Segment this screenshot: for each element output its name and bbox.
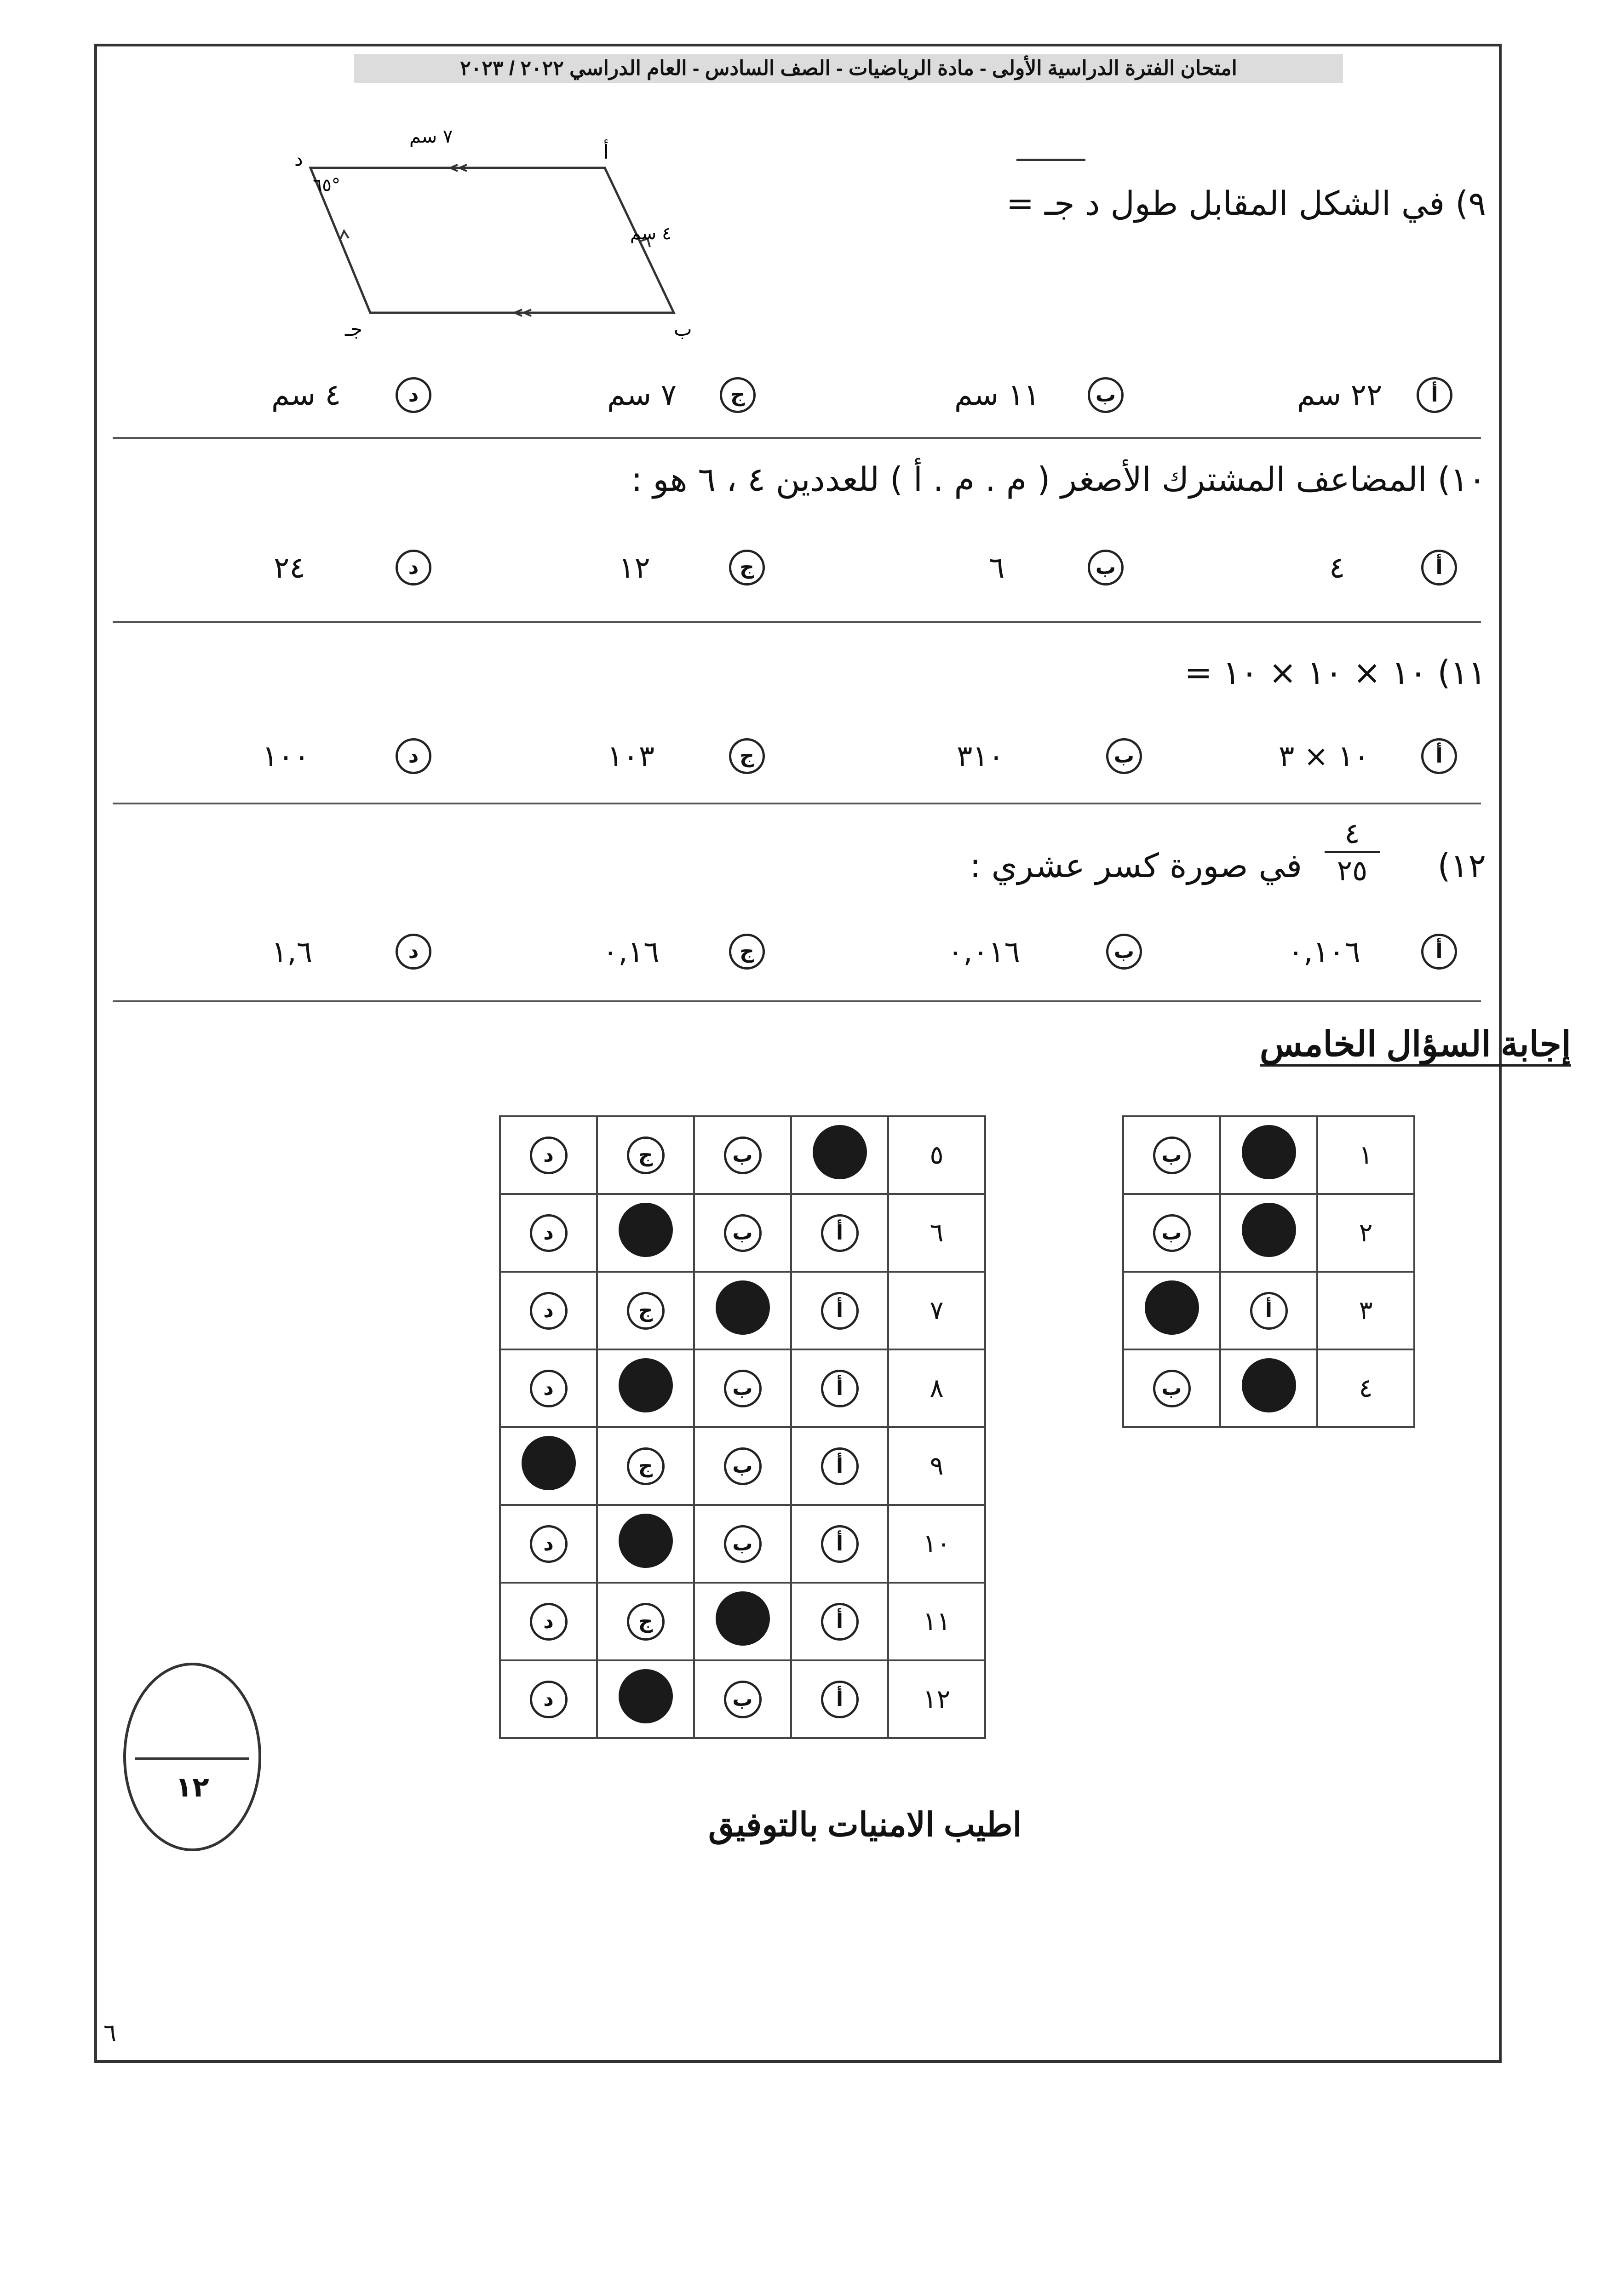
- q12-option-a-value: ٠,١٠٦: [1288, 935, 1360, 969]
- q10-option-c-value: ١٢: [619, 551, 650, 585]
- answer-cell: [1123, 1272, 1220, 1349]
- answer-row: [1123, 1272, 1414, 1349]
- filled-bubble[interactable]: [813, 1125, 867, 1179]
- answer-cell: [791, 1116, 888, 1194]
- q12-fraction: [1325, 816, 1380, 887]
- answer-cell: [694, 1427, 791, 1505]
- option-bubble[interactable]: ب: [724, 1214, 762, 1252]
- answer-cell: [694, 1194, 791, 1272]
- question-number: ١٢: [888, 1660, 985, 1738]
- answer-cell: [597, 1272, 694, 1349]
- option-bubble[interactable]: د: [530, 1525, 568, 1563]
- answer-row: [500, 1116, 985, 1194]
- q10-option-a-letter: أ: [1421, 550, 1457, 585]
- answer-cell: [500, 1660, 597, 1738]
- parallelogram-figure: [258, 115, 727, 354]
- answer-cell: [1123, 1116, 1220, 1194]
- vertex-d: د: [294, 148, 303, 170]
- option-bubble[interactable]: د: [530, 1370, 568, 1407]
- answer-cell: [1123, 1349, 1220, 1427]
- angle-label: ٦٥°: [313, 175, 340, 195]
- q12-option-c-letter: ج: [729, 934, 765, 970]
- question-number: ٤: [1317, 1349, 1414, 1427]
- divider-2: [113, 621, 1481, 623]
- q11-option-b-letter: ب: [1106, 738, 1142, 774]
- score-line: [135, 1757, 249, 1760]
- answer-cell: [791, 1583, 888, 1660]
- option-bubble[interactable]: ج: [627, 1447, 665, 1485]
- answer-row: [500, 1272, 985, 1349]
- answer-section-title: إجابة السؤال الخامس: [1260, 1023, 1571, 1067]
- answer-cell: [597, 1116, 694, 1194]
- q10-stem: ١٠) المضاعف المشترك الأصغر ( م . م . أ ) للعددين ٤ ، ٦ هو :: [631, 460, 1486, 499]
- answer-cell: [597, 1660, 694, 1738]
- overline-dj: [1016, 159, 1085, 161]
- option-bubble[interactable]: ب: [724, 1137, 762, 1174]
- option-bubble[interactable]: ب: [724, 1447, 762, 1485]
- answer-cell: [791, 1660, 888, 1738]
- side-top-label: ٧ سم: [409, 126, 453, 147]
- option-bubble[interactable]: د: [530, 1137, 568, 1174]
- q10-option-d-value: ٢٤: [274, 551, 305, 585]
- q11-option-c-letter: ج: [729, 738, 765, 774]
- q9-option-a-value: ٢٢ سم: [1297, 378, 1383, 412]
- answer-row: [500, 1194, 985, 1272]
- question-number: ١٠: [888, 1505, 985, 1583]
- option-bubble[interactable]: د: [530, 1292, 568, 1330]
- fraction-numerator: ٤: [1344, 816, 1360, 850]
- q12-stem: ١٢): [1437, 846, 1486, 885]
- answer-cell: [694, 1660, 791, 1738]
- option-bubble[interactable]: د: [530, 1214, 568, 1252]
- answer-cell: [1220, 1272, 1317, 1349]
- answer-cell: [791, 1349, 888, 1427]
- question-number: ٢: [1317, 1194, 1414, 1272]
- small-table-body: [1123, 1116, 1414, 1427]
- option-bubble[interactable]: ب: [1153, 1370, 1191, 1407]
- q11-option-a-value: ١٠ × ٣: [1279, 740, 1370, 774]
- q9-stem: ٩) في الشكل المقابل طول د جـ =: [1006, 184, 1486, 223]
- answer-cell: [694, 1116, 791, 1194]
- page-number: ٦: [103, 2019, 116, 2047]
- filled-bubble[interactable]: [619, 1514, 673, 1568]
- answer-cell: [694, 1272, 791, 1349]
- option-bubble[interactable]: أ: [821, 1292, 859, 1330]
- answer-cell: [597, 1583, 694, 1660]
- option-bubble[interactable]: أ: [821, 1214, 859, 1252]
- q12-option-b-letter: ب: [1106, 934, 1142, 970]
- filled-bubble[interactable]: [716, 1591, 770, 1646]
- answer-cell: [597, 1194, 694, 1272]
- answer-cell: [694, 1505, 791, 1583]
- option-bubble[interactable]: ب: [724, 1525, 762, 1563]
- answer-row: [500, 1427, 985, 1505]
- q12-option-d-value: ١,٦: [271, 935, 313, 969]
- answer-cell: [791, 1272, 888, 1349]
- q10-option-d-letter: د: [396, 550, 431, 585]
- answer-row: [1123, 1349, 1414, 1427]
- filled-bubble[interactable]: [1242, 1358, 1296, 1412]
- answer-cell: [1220, 1116, 1317, 1194]
- filled-bubble[interactable]: [522, 1436, 576, 1490]
- question-number: ٦: [888, 1194, 985, 1272]
- answer-row: [500, 1660, 985, 1738]
- answer-cell: [1123, 1194, 1220, 1272]
- option-bubble[interactable]: ب: [724, 1681, 762, 1718]
- answer-cell: [597, 1427, 694, 1505]
- option-bubble[interactable]: أ: [821, 1681, 859, 1718]
- question-number: ١: [1317, 1116, 1414, 1194]
- filled-bubble[interactable]: [619, 1203, 673, 1257]
- filled-bubble[interactable]: [619, 1358, 673, 1412]
- answer-cell: [791, 1194, 888, 1272]
- answer-cell: [597, 1505, 694, 1583]
- q12-option-a-letter: أ: [1421, 934, 1457, 970]
- side-right-label: ٤ سم: [630, 223, 671, 243]
- answer-row: [1123, 1194, 1414, 1272]
- q11-stem: ١١) ١٠ × ١٠ × ١٠ =: [1184, 653, 1486, 692]
- answer-cell: [1220, 1349, 1317, 1427]
- small-answer-table: [1122, 1115, 1415, 1428]
- option-bubble[interactable]: د: [530, 1681, 568, 1718]
- filled-bubble[interactable]: [619, 1669, 673, 1723]
- q9-option-d-value: ٤ سم: [271, 378, 341, 412]
- large-answer-table: [499, 1115, 986, 1739]
- divider-1: [113, 437, 1481, 439]
- parallelogram-shape: [310, 168, 674, 313]
- q9-option-b-value: ١١ سم: [954, 378, 1040, 412]
- q9-option-b-letter: ب: [1088, 377, 1124, 413]
- option-bubble[interactable]: أ: [1250, 1292, 1288, 1330]
- option-bubble[interactable]: د: [530, 1603, 568, 1641]
- q9-option-c-value: ٧ سم: [607, 378, 677, 412]
- q12-option-c-value: ٠,١٦: [603, 935, 660, 969]
- vertex-b: ب: [674, 318, 692, 340]
- question-number: ١١: [888, 1583, 985, 1660]
- option-bubble[interactable]: أ: [821, 1447, 859, 1485]
- q11-option-d-value: ١٠٠: [262, 740, 310, 774]
- filled-bubble[interactable]: [716, 1280, 770, 1335]
- q11-option-b-value: ٣١٠: [957, 740, 1004, 774]
- question-number: ٧: [888, 1272, 985, 1349]
- option-bubble[interactable]: أ: [821, 1525, 859, 1563]
- question-number: ٩: [888, 1427, 985, 1505]
- question-number: ٨: [888, 1349, 985, 1427]
- answer-cell: [500, 1272, 597, 1349]
- exam-header: امتحان الفترة الدراسية الأولى - مادة الرياضيات - الصف السادس - العام الدراسي ٢٠٢٢ / ٢٠٢٣: [354, 54, 1343, 83]
- q11-option-c-value: ١٠٣: [607, 740, 655, 774]
- q9-option-c-letter: ج: [720, 377, 756, 413]
- option-bubble[interactable]: أ: [821, 1603, 859, 1641]
- q12-option-d-letter: د: [396, 934, 431, 970]
- q10-option-a-value: ٤: [1329, 551, 1345, 585]
- divider-3: [113, 803, 1481, 804]
- option-bubble[interactable]: ج: [627, 1292, 665, 1330]
- divider-4: [113, 1000, 1481, 1002]
- answer-cell: [500, 1583, 597, 1660]
- answer-cell: [694, 1349, 791, 1427]
- q10-option-b-letter: ب: [1088, 550, 1124, 585]
- answer-row: [500, 1349, 985, 1427]
- answer-cell: [500, 1505, 597, 1583]
- vertex-a: أ: [603, 141, 609, 163]
- q11-option-a-letter: أ: [1421, 738, 1457, 774]
- option-bubble[interactable]: ب: [1153, 1214, 1191, 1252]
- filled-bubble[interactable]: [1242, 1125, 1296, 1179]
- answer-cell: [694, 1583, 791, 1660]
- q10-option-c-letter: ج: [729, 550, 765, 585]
- answer-cell: [500, 1427, 597, 1505]
- q12-option-b-value: ٠,٠١٦: [947, 935, 1020, 969]
- answer-cell: [500, 1349, 597, 1427]
- fraction-denominator: ٢٥: [1337, 854, 1368, 887]
- answer-row: [500, 1505, 985, 1583]
- vertex-j: جـ: [345, 318, 363, 340]
- option-bubble[interactable]: ج: [627, 1137, 665, 1174]
- option-bubble[interactable]: ج: [627, 1603, 665, 1641]
- q10-option-b-value: ٦: [989, 551, 1005, 585]
- answer-cell: [597, 1349, 694, 1427]
- score-oval: [123, 1663, 261, 1851]
- option-bubble[interactable]: ب: [724, 1370, 762, 1407]
- q9-option-a-letter: أ: [1417, 377, 1452, 413]
- answer-cell: [500, 1194, 597, 1272]
- question-number: ٥: [888, 1116, 985, 1194]
- q9-option-d-letter: د: [396, 377, 431, 413]
- score-total: ١٢: [175, 1771, 209, 1803]
- answer-row: [500, 1583, 985, 1660]
- answer-cell: [791, 1427, 888, 1505]
- answer-cell: [1220, 1194, 1317, 1272]
- filled-bubble[interactable]: [1242, 1203, 1296, 1257]
- option-bubble[interactable]: أ: [821, 1370, 859, 1407]
- filled-bubble[interactable]: [1145, 1280, 1199, 1335]
- option-bubble[interactable]: ب: [1153, 1137, 1191, 1174]
- closing-message: اطيب الامنيات بالتوفيق: [708, 1807, 1022, 1843]
- answer-cell: [500, 1116, 597, 1194]
- q11-option-d-letter: د: [396, 738, 431, 774]
- q12-stem-after: في صورة كسر عشري :: [970, 846, 1302, 885]
- answer-cell: [791, 1505, 888, 1583]
- large-table-body: [500, 1116, 985, 1738]
- question-number: ٣: [1317, 1272, 1414, 1349]
- answer-row: [1123, 1116, 1414, 1194]
